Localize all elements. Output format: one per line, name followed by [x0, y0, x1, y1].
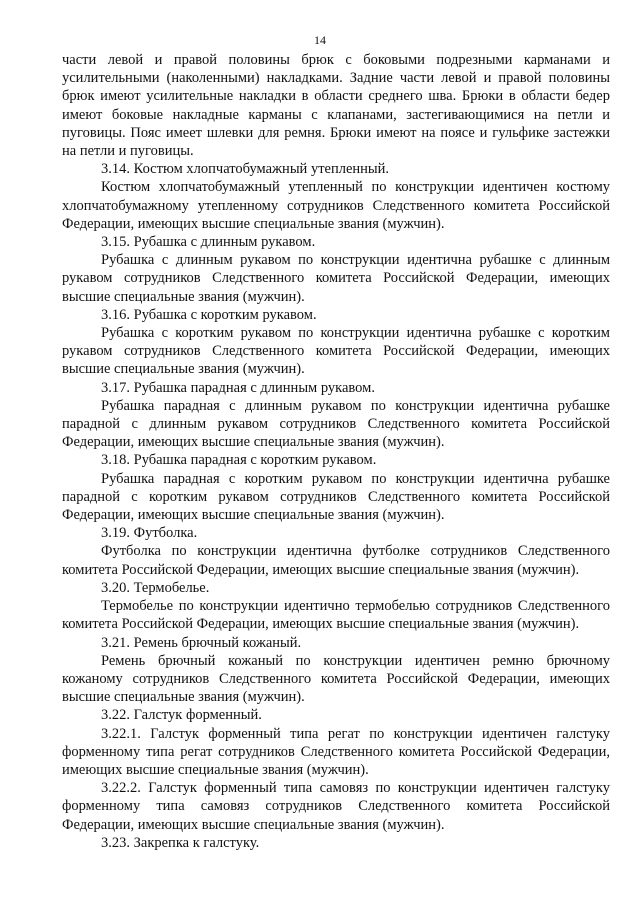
section-heading: 3.23. Закрепка к галстуку.: [101, 834, 260, 851]
section-heading: 3.21. Ремень брючный кожаный.: [101, 634, 302, 651]
document-body: [62, 51, 610, 852]
subsection-paragraph: 3.22.1. Галстук форменный типа регат по конструкции идентичен галстуку форменному типа регат сотрудников Следственного комитета Российской Федерации, имеющих высшие специальные звания (мужчин).: [62, 725, 610, 778]
paragraph: Рубашка парадная с длинным рукавом по конструкции идентична рубашке парадной с длинным рукавом сотрудников Следственного комитета Российской Федерации, имеющих высшие специальные звания (мужчин).: [62, 397, 610, 451]
subsection-paragraph: 3.22.2. Галстук форменный типа самовяз по конструкции идентичен галстуку форменному типа самовяз сотрудников Следственного комитета Российской Федерации, имеющих высшие специальные звания (мужчин).: [62, 780, 610, 833]
paragraph: Рубашка с коротким рукавом по конструкции идентична рубашке с коротким рукавом сотрудников Следственного комитета Российской Федерации, имеющих высшие специальные звания (мужчин).: [62, 325, 610, 378]
paragraph: Футболка по конструкции идентична футболке сотрудников Следственного комитета Российской Федерации, имеющих высшие специальные звания (мужчин).: [62, 543, 610, 578]
page-number: 14: [314, 33, 326, 47]
section-heading: 3.18. Рубашка парадная с коротким рукавом.: [101, 452, 377, 469]
section-heading: 3.19. Футболка.: [101, 525, 198, 542]
section-heading: 3.20. Термобелье.: [101, 579, 210, 596]
paragraph: Костюм хлопчатобумажный утепленный по конструкции идентичен костюму хлопчатобумажному утепленному сотрудников Следственного комитета Российской Федерации, имеющих высшие специальные звания (мужчин).: [62, 179, 610, 232]
section-heading: 3.17. Рубашка парадная с длинным рукавом.: [101, 379, 375, 396]
paragraph: Ремень брючный кожаный по конструкции идентичен ремню брючному кожаному сотрудников Следственного комитета Российской Федерации, имеющих высшие специальные звания (мужчин).: [62, 652, 610, 706]
paragraph: Рубашка парадная с коротким рукавом по конструкции идентична рубашке парадной с коротким рукавом сотрудников Следственного комитета Российской Федерации, имеющих высшие специальные звания (мужчин).: [62, 470, 610, 524]
paragraph: Рубашка с длинным рукавом по конструкции идентична рубашке с длинным рукавом сотрудников Следственного комитета Российской Федерации, имеющих высшие специальные звания (мужчин).: [62, 252, 610, 305]
section-heading: 3.16. Рубашка с коротким рукавом.: [101, 306, 317, 323]
section-heading: 3.15. Рубашка с длинным рукавом.: [101, 234, 316, 251]
paragraph: части левой и правой половины брюк с боковыми подрезными карманами и усилительными (наколенными) накладками. Задние части левой и правой половины брюк имеют усилительные накладки в области среднего шва. Брюки в области бедер имеют боковые накладные карманы с клапанами, застегивающимися на петли и пуговицы. Пояс имеет шлевки для ремня. Брюки имеют на поясе и гульфике застежки на петли и пуговицы.: [62, 52, 610, 160]
paragraph: Термобелье по конструкции идентично термобелью сотрудников Следственного комитета Российской Федерации, имеющих высшие специальные звания (мужчин).: [62, 598, 610, 633]
section-heading: 3.14. Костюм хлопчатобумажный утепленный.: [101, 161, 390, 178]
section-heading: 3.22. Галстук форменный.: [101, 707, 262, 724]
